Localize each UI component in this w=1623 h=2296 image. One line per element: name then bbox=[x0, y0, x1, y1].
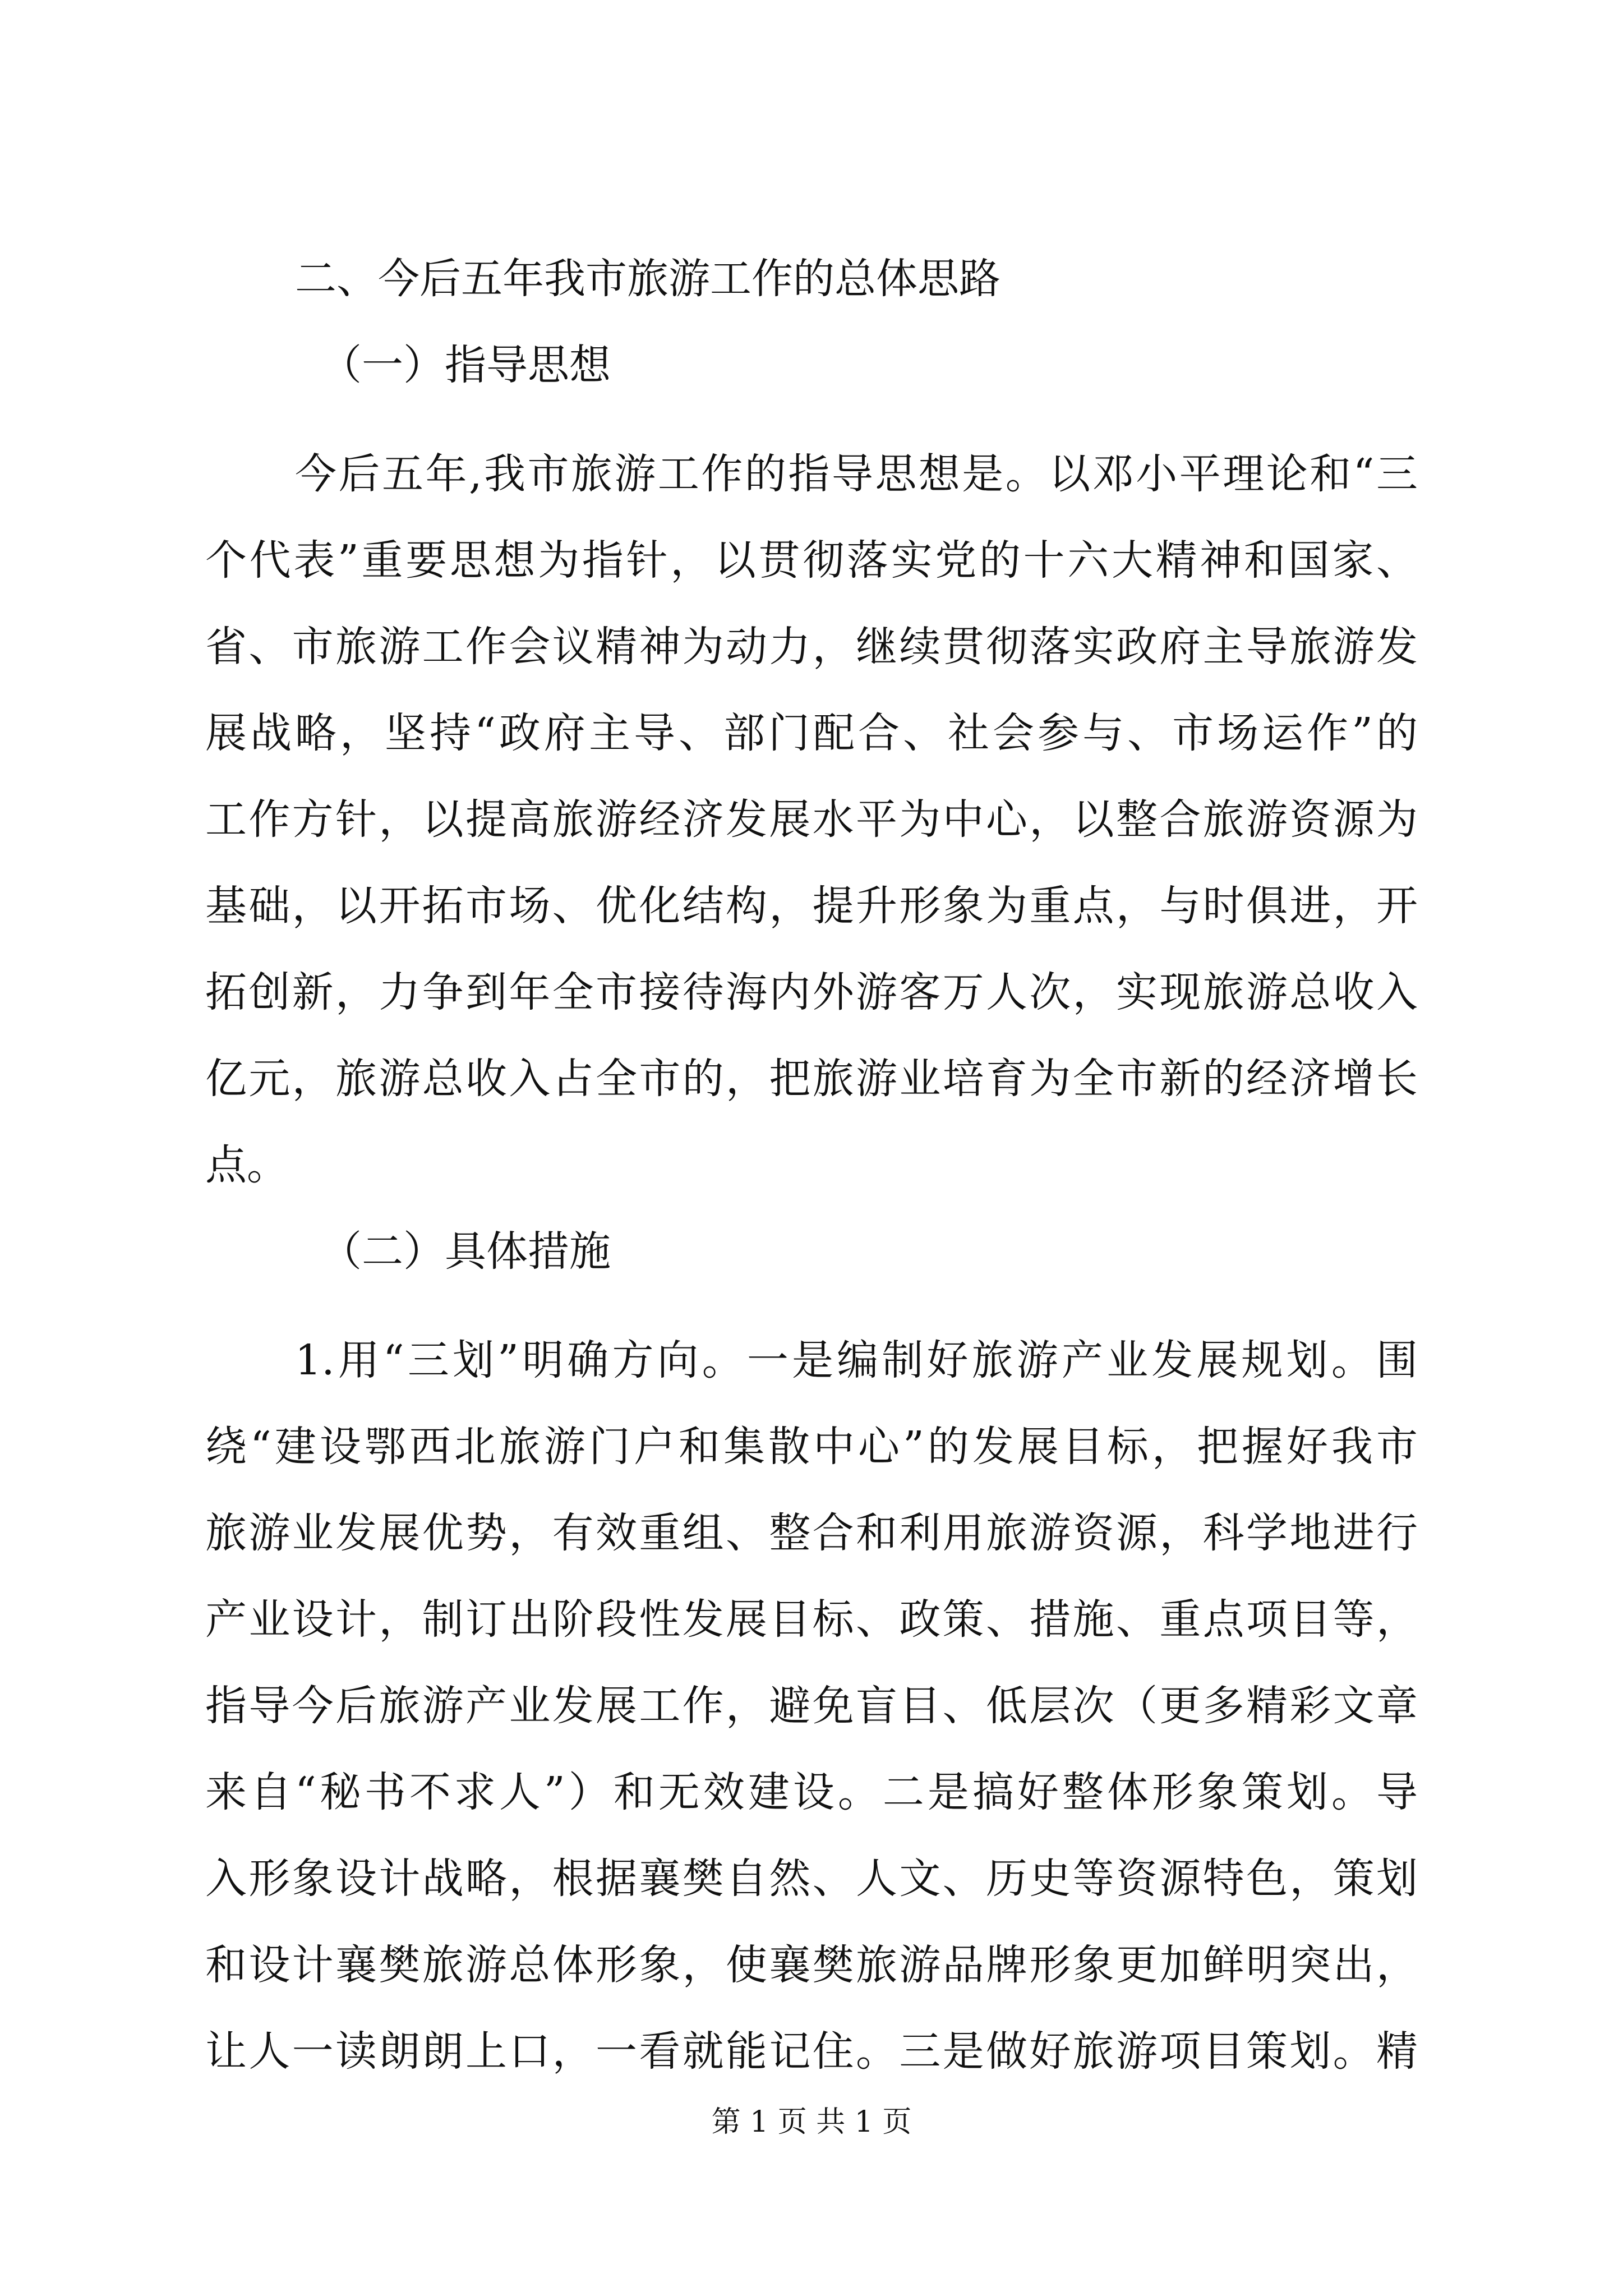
paragraph-line: 基础，以开拓市场、优化结构，提升形象为重点，与时俱进，开 bbox=[205, 882, 1418, 930]
paragraph-line: 来自“秘书不求人”）和无效建设。二是搞好整体形象策划。导 bbox=[205, 1768, 1418, 1816]
paragraph-line: 点。 bbox=[205, 1141, 288, 1189]
paragraph-line: 工作方针，以提高旅游经济发展水平为中心，以整合旅游资源为 bbox=[205, 795, 1418, 844]
paragraph-specific-measures bbox=[205, 1317, 1418, 2095]
paragraph-line: 展战略，坚持“政府主导、部门配合、社会参与、市场运作”的 bbox=[205, 709, 1418, 757]
paragraph-line: 绕“建设鄂西北旅游门户和集散中心”的发展目标，把握好我市 bbox=[205, 1423, 1418, 1471]
subsection-title-guiding-ideology: （一）指导思想 bbox=[320, 341, 611, 389]
paragraph-line: 省、市旅游工作会议精神为动力，继续贯彻落实政府主导旅游发 bbox=[205, 623, 1418, 671]
subsection-title-specific-measures: （二）具体措施 bbox=[320, 1227, 611, 1276]
paragraph-line: 个代表”重要思想为指针，以贯彻落实党的十六大精神和国家、 bbox=[205, 536, 1418, 585]
section-heading: 二、今后五年我市旅游工作的总体思路 bbox=[295, 255, 1000, 303]
paragraph-guiding-ideology bbox=[205, 431, 1418, 1208]
paragraph-line: 和设计襄樊旅游总体形象，使襄樊旅游品牌形象更加鲜明突出， bbox=[205, 1941, 1418, 1989]
paragraph-line: 产业设计，制订出阶段性发展目标、政策、措施、重点项目等， bbox=[205, 1595, 1418, 1644]
paragraph-line: 让人一读朗朗上口，一看就能记住。三是做好旅游项目策划。精 bbox=[205, 2027, 1418, 2076]
paragraph-line: 1.用“三划”明确方向。一是编制好旅游产业发展规划。围 bbox=[295, 1336, 1418, 1384]
paragraph-line: 旅游业发展优势，有效重组、整合和利用旅游资源，科学地进行 bbox=[205, 1509, 1418, 1557]
document-body bbox=[205, 255, 1418, 2095]
paragraph-line: 指导今后旅游产业发展工作，避免盲目、低层次（更多精彩文章 bbox=[205, 1682, 1418, 1730]
paragraph-line: 拓创新，力争到年全市接待海内外游客万人次，实现旅游总收入 bbox=[205, 968, 1418, 1016]
paragraph-line: 亿元，旅游总收入占全市的，把旅游业培育为全市新的经济增长 bbox=[205, 1055, 1418, 1103]
paragraph-line: 入形象设计战略，根据襄樊自然、人文、历史等资源特色，策划 bbox=[205, 1855, 1418, 1903]
page-footer: 第 1 页 共 1 页 bbox=[711, 2105, 912, 2139]
paragraph-line: 今后五年,我市旅游工作的指导思想是。以邓小平理论和“三 bbox=[295, 450, 1418, 498]
